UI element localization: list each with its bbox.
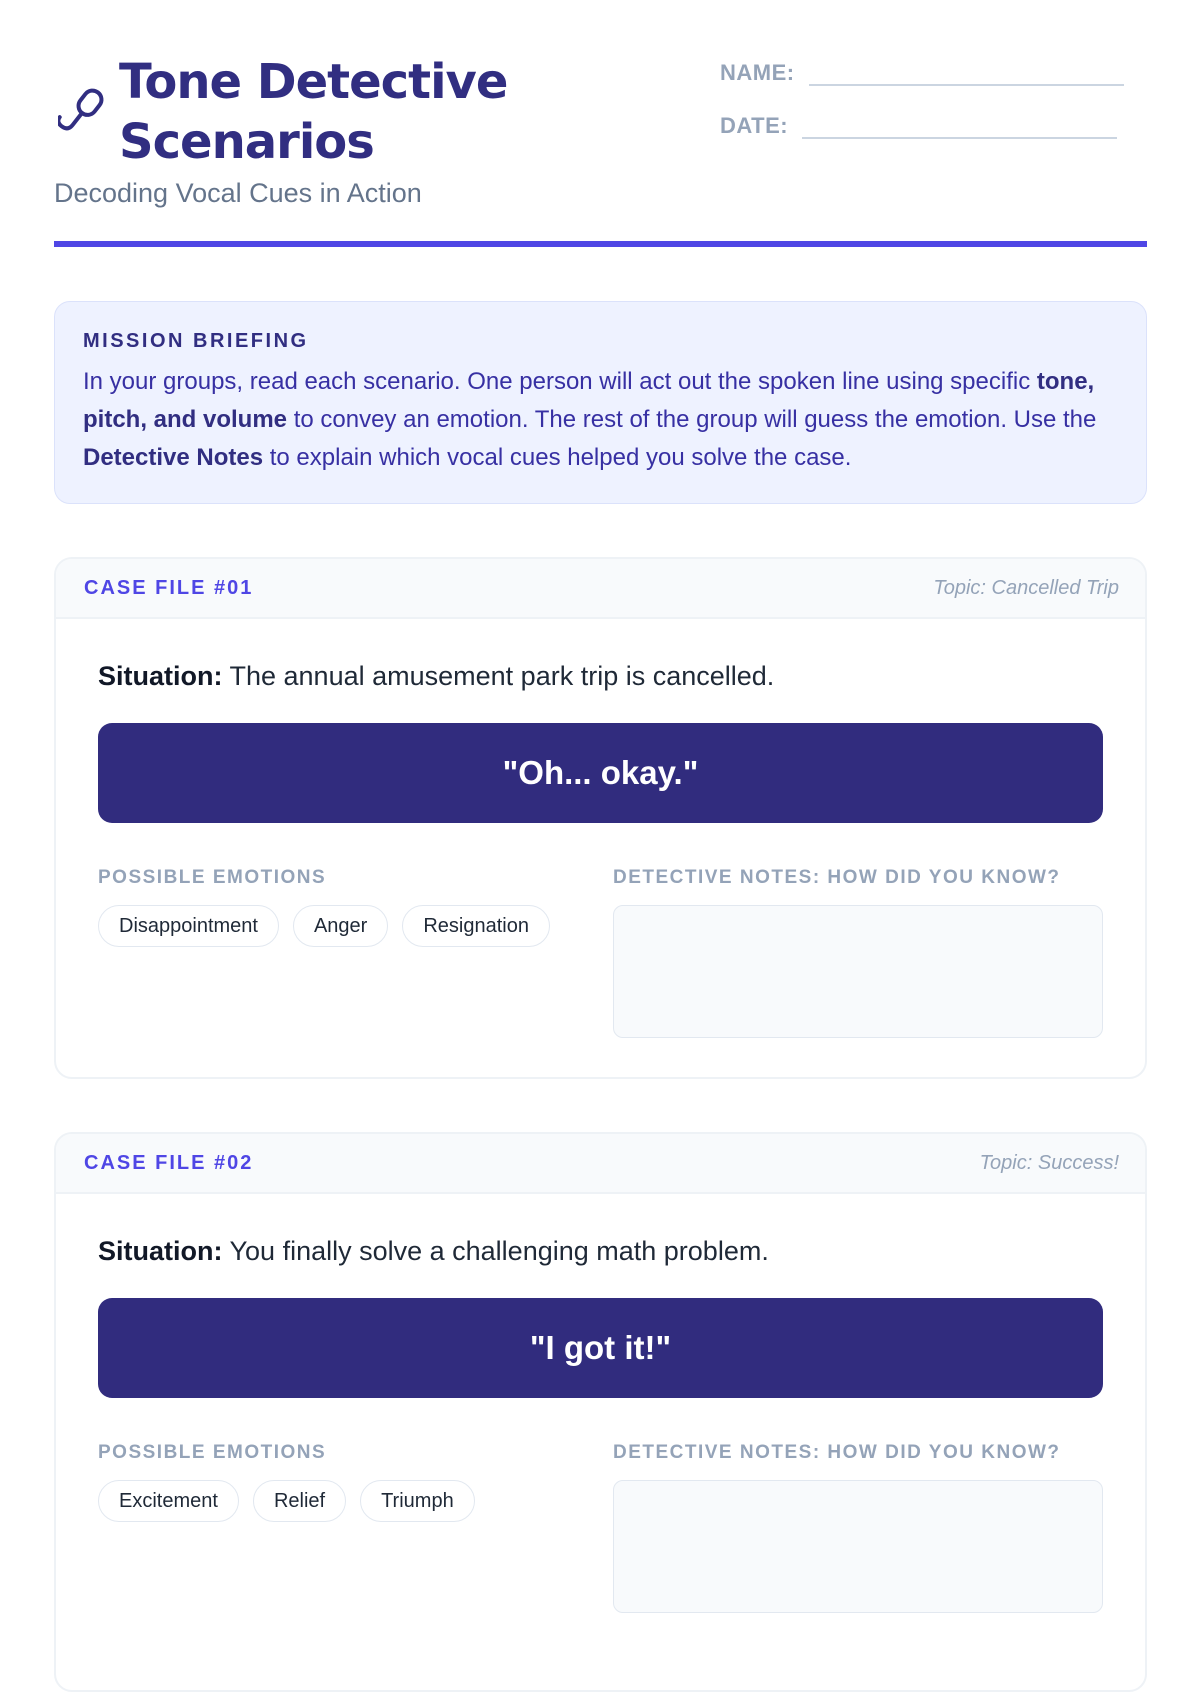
possible-emotions-label: POSSIBLE EMOTIONS bbox=[98, 867, 327, 888]
name-label: NAME: bbox=[720, 60, 795, 85]
case-file-body bbox=[56, 1236, 1145, 1613]
situation-description: You finally solve a challenging math problem. bbox=[229, 1236, 769, 1266]
page-title bbox=[119, 52, 507, 172]
briefing-text-bold2: Detective Notes bbox=[83, 444, 264, 471]
case-columns bbox=[98, 867, 1103, 1038]
case-file-header bbox=[56, 559, 1145, 619]
possible-emotions-label: POSSIBLE EMOTIONS bbox=[98, 1442, 327, 1463]
header-divider bbox=[54, 241, 1147, 247]
page-title-line2: Scenarios bbox=[119, 114, 374, 170]
emotion-chip[interactable]: Resignation bbox=[402, 905, 550, 947]
case-file-topic: Topic: Cancelled Trip bbox=[933, 576, 1119, 599]
possible-emotions-section bbox=[98, 1442, 613, 1613]
name-field[interactable] bbox=[809, 64, 1124, 86]
detective-notes-label: DETECTIVE NOTES: HOW DID YOU KNOW? bbox=[612, 1442, 1061, 1463]
mission-briefing bbox=[54, 301, 1147, 504]
spoken-line-banner: "I got it!" bbox=[98, 1298, 1103, 1398]
case-file-id: CASE FILE #01 bbox=[84, 576, 254, 599]
page-title-line1: Tone Detective bbox=[119, 54, 508, 110]
name-row bbox=[720, 60, 1124, 86]
emotion-chip[interactable]: Excitement bbox=[98, 1480, 239, 1522]
situation-text bbox=[98, 1236, 1103, 1267]
case-file-topic: Topic: Success! bbox=[979, 1151, 1119, 1174]
case-file-header bbox=[56, 1134, 1145, 1194]
briefing-text-bold1: tone, pitch, and volume bbox=[83, 368, 1095, 433]
emotion-chip[interactable]: Disappointment bbox=[98, 905, 279, 947]
date-row bbox=[720, 113, 1117, 139]
detective-notes-input[interactable] bbox=[613, 905, 1103, 1038]
emotion-chip[interactable]: Relief bbox=[253, 1480, 346, 1522]
emotion-chips bbox=[98, 1480, 613, 1522]
date-label: DATE: bbox=[720, 113, 789, 138]
detective-notes-section bbox=[613, 1442, 1103, 1613]
microphone-icon bbox=[58, 84, 106, 142]
situation-text bbox=[98, 661, 1103, 692]
briefing-text-part1: In your groups, read each scenario. One person will act out the spoken line using specific bbox=[83, 368, 1037, 395]
briefing-text bbox=[83, 363, 1118, 477]
case-columns bbox=[98, 1442, 1103, 1613]
spoken-line-banner: "Oh... okay." bbox=[98, 723, 1103, 823]
briefing-text-part3: to explain which vocal cues helped you solve the case. bbox=[263, 444, 852, 471]
worksheet-header bbox=[54, 0, 1147, 246]
briefing-title: MISSION BRIEFING bbox=[83, 330, 309, 352]
detective-notes-label: DETECTIVE NOTES: HOW DID YOU KNOW? bbox=[612, 867, 1061, 888]
situation-label: Situation: bbox=[98, 1236, 223, 1266]
emotion-chip[interactable]: Anger bbox=[293, 905, 388, 947]
page-subtitle: Decoding Vocal Cues in Action bbox=[54, 178, 422, 208]
case-file-body bbox=[56, 661, 1145, 1038]
situation-label: Situation: bbox=[98, 661, 223, 691]
possible-emotions-section bbox=[98, 867, 613, 1038]
case-file-card bbox=[54, 1132, 1147, 1692]
emotion-chip[interactable]: Triumph bbox=[360, 1480, 475, 1522]
case-file-id: CASE FILE #02 bbox=[84, 1151, 254, 1174]
emotion-chips bbox=[98, 905, 613, 947]
worksheet-page bbox=[54, 0, 1147, 1512]
case-file-card bbox=[54, 557, 1147, 1079]
date-field[interactable] bbox=[802, 117, 1117, 139]
detective-notes-input[interactable] bbox=[613, 1480, 1103, 1613]
situation-description: The annual amusement park trip is cancelled. bbox=[229, 661, 775, 691]
detective-notes-section bbox=[613, 867, 1103, 1038]
briefing-text-part2: to convey an emotion. The rest of the group will guess the emotion. Use the bbox=[287, 406, 1097, 433]
